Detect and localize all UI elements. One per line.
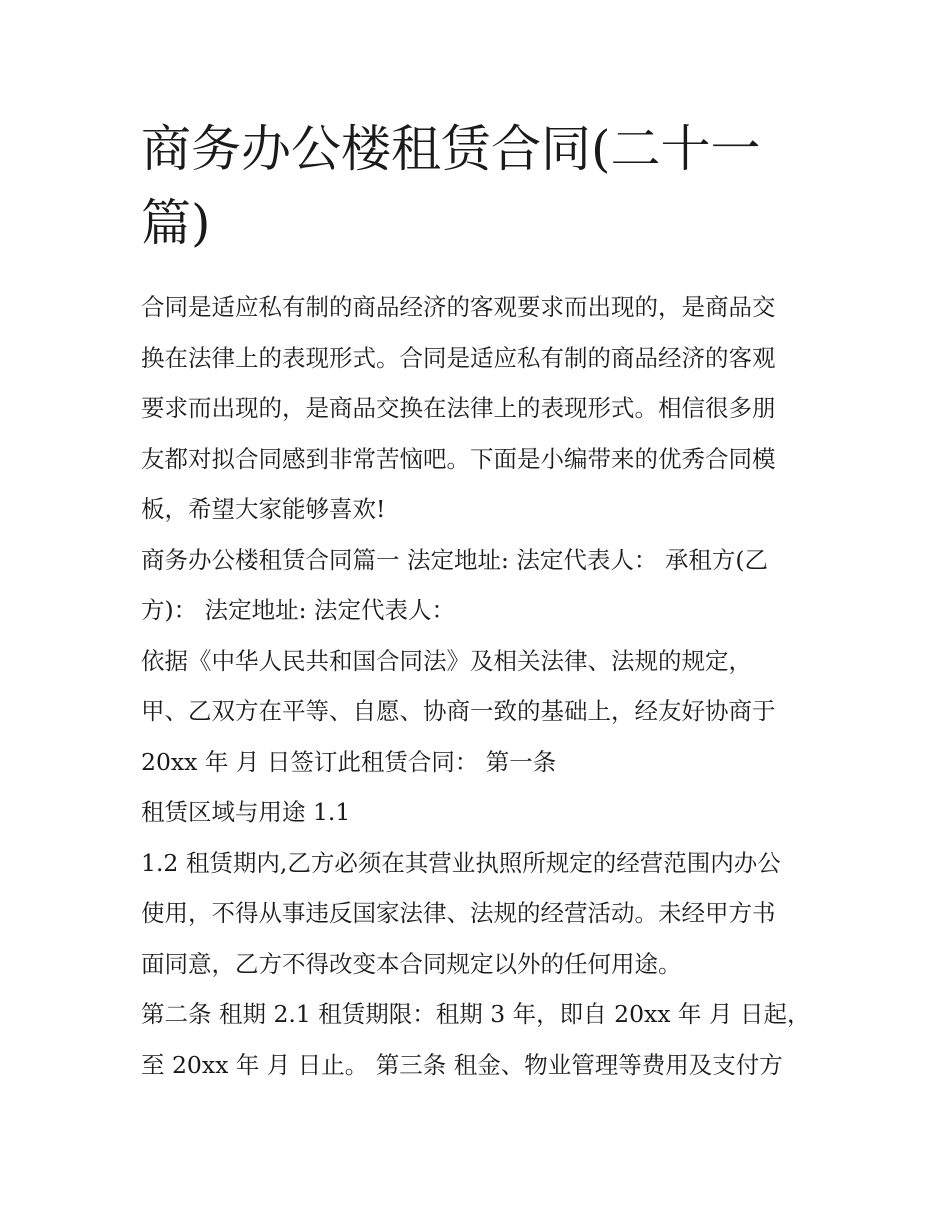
text-line: 20xx 年 月 日签订此租赁合同： 第一条 — [141, 747, 557, 776]
text-line: 要求而出现的，是商品交换在法律上的表现形式。相信很多朋 — [141, 394, 776, 422]
text-line: 1.2 租赁期内,乙方必须在其营业执照所规定的经营范围内办公 — [141, 848, 781, 877]
usage-paragraph — [141, 838, 821, 990]
title-line: 篇) — [141, 194, 211, 252]
document-title — [141, 112, 821, 260]
intro-paragraph — [141, 282, 821, 535]
text-line: 板，希望大家能够喜欢! — [141, 495, 386, 523]
document-page — [141, 112, 821, 1090]
term-paragraph — [141, 989, 821, 1090]
title-line: 商务办公楼租赁合同(二十一 — [141, 120, 761, 178]
text-line: 商务办公楼租赁合同篇一 法定地址: 法定代表人： 承租方(乙 — [141, 545, 768, 574]
text-line: 面同意，乙方不得改变本合同规定以外的任何用途。 — [141, 949, 682, 978]
text-line: 租赁区域与用途 1.1 — [141, 798, 351, 826]
text-line: 依据《中华人民共和国合同法》及相关法律、法规的规定， — [141, 646, 752, 675]
parties-paragraph — [141, 535, 821, 636]
text-line: 第二条 租期 2.1 租赁期限：租期 3 年，即自 20xx 年 月 日起， — [141, 1000, 811, 1028]
section-heading-paragraph — [141, 787, 821, 838]
text-line: 换在法律上的表现形式。合同是适应私有制的商品经济的客观 — [141, 343, 776, 372]
text-line: 方)： 法定地址: 法定代表人： — [141, 596, 456, 624]
text-line: 使用，不得从事违反国家法律、法规的经营活动。未经甲方书 — [141, 899, 776, 927]
text-line: 至 20xx 年 月 日止。 第三条 租金、物业管理等费用及支付方 — [141, 1050, 783, 1079]
basis-paragraph — [141, 636, 821, 788]
text-line: 甲、乙双方在平等、自愿、协商一致的基础上，经友好协商于 — [141, 697, 776, 725]
text-line: 合同是适应私有制的商品经济的客观要求而出现的，是商品交 — [141, 293, 776, 321]
text-line: 友都对拟合同感到非常苦恼吧。下面是小编带来的优秀合同模 — [141, 444, 776, 473]
